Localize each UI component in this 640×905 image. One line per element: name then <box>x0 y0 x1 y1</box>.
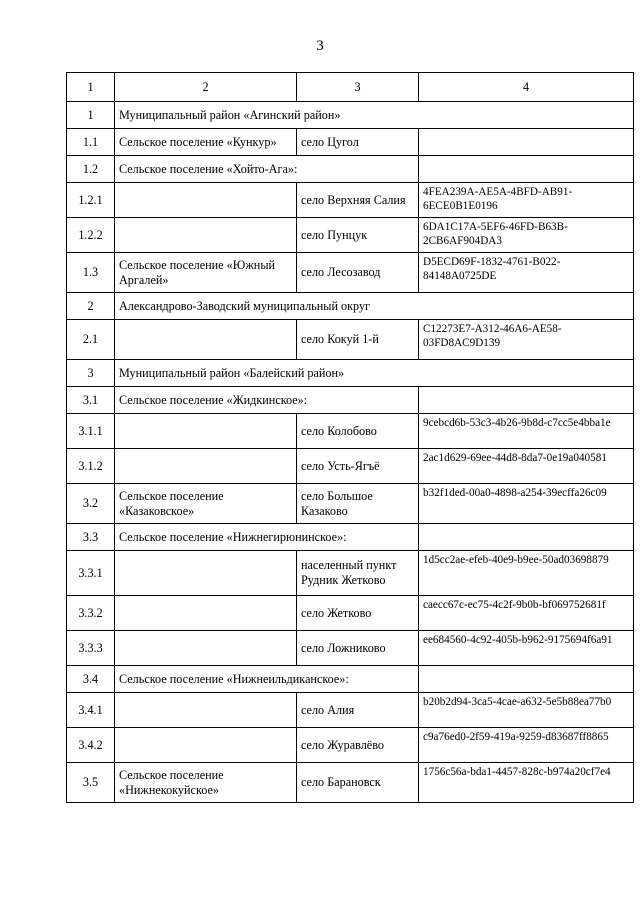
table-row <box>67 102 634 129</box>
header-col-1: 1 <box>67 73 115 102</box>
table-row <box>67 666 634 693</box>
locality-name: село Колобово <box>297 414 419 449</box>
section-title: Муниципальный район «Агинский район» <box>115 102 634 129</box>
row-number: 3.3.1 <box>67 551 115 596</box>
locality-name: село Ложниково <box>297 631 419 666</box>
locality-name: село Кокуй 1-й <box>297 320 419 360</box>
table-row <box>67 693 634 728</box>
locality-name: село Журавлёво <box>297 728 419 763</box>
row-number: 3.3.2 <box>67 596 115 631</box>
guid-cell: D5ECD69F-1832-4761-B022-84148A0725DE <box>419 253 634 293</box>
row-number: 2.1 <box>67 320 115 360</box>
table-row <box>67 763 634 803</box>
locality-name: село Жетково <box>297 596 419 631</box>
row-number: 2 <box>67 293 115 320</box>
locality-name: село Большое Казаково <box>297 484 419 524</box>
table-row <box>67 551 634 596</box>
settlement-name <box>115 449 297 484</box>
table-row <box>67 524 634 551</box>
table-row <box>67 414 634 449</box>
table-row <box>67 631 634 666</box>
settlement-name <box>115 551 297 596</box>
settlement-name: Сельское поселение «Нижнекокуйское» <box>115 763 297 803</box>
table-row <box>67 728 634 763</box>
locality-name: село Пунцук <box>297 218 419 253</box>
guid-cell <box>419 524 634 551</box>
locality-name: село Барановск <box>297 763 419 803</box>
header-col-3: 3 <box>297 73 419 102</box>
settlement-name: Сельское поселение «Казаковское» <box>115 484 297 524</box>
row-number: 1.2.1 <box>67 183 115 218</box>
section-title: Муниципальный район «Балейский район» <box>115 360 634 387</box>
row-number: 3.2 <box>67 484 115 524</box>
table-row <box>67 484 634 524</box>
settlement-name <box>115 183 297 218</box>
guid-cell <box>419 666 634 693</box>
guid-cell <box>419 129 634 156</box>
table-row <box>67 183 634 218</box>
settlement-name <box>115 320 297 360</box>
section-title: Александрово-Заводский муниципальный округ <box>115 293 634 320</box>
header-col-4: 4 <box>419 73 634 102</box>
table-row <box>67 596 634 631</box>
locality-name: село Лесозавод <box>297 253 419 293</box>
row-number: 3.4.2 <box>67 728 115 763</box>
page-number: 3 <box>316 38 324 54</box>
row-number: 1.2 <box>67 156 115 183</box>
table-row <box>67 320 634 360</box>
table-row <box>67 156 634 183</box>
row-number: 1.1 <box>67 129 115 156</box>
guid-cell <box>419 156 634 183</box>
row-number: 3.4.1 <box>67 693 115 728</box>
settlement-name: Сельское поселение «Южный Аргалей» <box>115 253 297 293</box>
settlement-name: Сельское поселение «Жидкинское»: <box>115 387 419 414</box>
settlement-name <box>115 218 297 253</box>
row-number: 3.1.1 <box>67 414 115 449</box>
guid-cell <box>419 387 634 414</box>
guid-cell: 1756c56a-bda1-4457-828c-b974a20cf7e4 <box>419 763 634 803</box>
table-row <box>67 129 634 156</box>
guid-cell: 1d5cc2ae-efeb-40e9-b9ee-50ad03698879 <box>419 551 634 596</box>
settlement-name: Сельское поселение «Кункур» <box>115 129 297 156</box>
table-row <box>67 360 634 387</box>
row-number: 3.4 <box>67 666 115 693</box>
table-row <box>67 449 634 484</box>
header-col-2: 2 <box>115 73 297 102</box>
table-row <box>67 293 634 320</box>
guid-cell: ee684560-4c92-405b-b962-9175694f6a91 <box>419 631 634 666</box>
locality-name: село Верхняя Салия <box>297 183 419 218</box>
row-number: 3.3 <box>67 524 115 551</box>
guid-cell: 9cebcd6b-53c3-4b26-9b8d-c7cc5e4bba1e <box>419 414 634 449</box>
locality-name: село Алия <box>297 693 419 728</box>
table-row <box>67 253 634 293</box>
settlement-name <box>115 693 297 728</box>
row-number: 3.1.2 <box>67 449 115 484</box>
locality-name: село Усть-Ягъё <box>297 449 419 484</box>
row-number: 3.5 <box>67 763 115 803</box>
row-number: 1.2.2 <box>67 218 115 253</box>
table-header-row <box>67 73 634 102</box>
settlement-name <box>115 414 297 449</box>
settlement-name: Сельское поселение «Нижнегирюнинское»: <box>115 524 419 551</box>
guid-cell: C12273E7-A312-46A6-AE58-03FD8AC9D139 <box>419 320 634 360</box>
guid-cell: 6DA1C17A-5EF6-46FD-B63B-2CB6AF904DA3 <box>419 218 634 253</box>
settlement-name <box>115 596 297 631</box>
row-number: 3 <box>67 360 115 387</box>
guid-cell: caecc67c-ec75-4c2f-9b0b-bf069752681f <box>419 596 634 631</box>
guid-cell: c9a76ed0-2f59-419a-9259-d83687ff8865 <box>419 728 634 763</box>
table-row <box>67 218 634 253</box>
settlements-table <box>66 72 634 803</box>
row-number: 1 <box>67 102 115 129</box>
settlement-name <box>115 631 297 666</box>
row-number: 3.3.3 <box>67 631 115 666</box>
guid-cell: 2ac1d629-69ee-44d8-8da7-0e19a040581 <box>419 449 634 484</box>
locality-name: населенный пункт Рудник Жетково <box>297 551 419 596</box>
guid-cell: b20b2d94-3ca5-4cae-a632-5e5b88ea77b0 <box>419 693 634 728</box>
settlement-name: Сельское поселение «Хойто-Ага»: <box>115 156 419 183</box>
row-number: 1.3 <box>67 253 115 293</box>
row-number: 3.1 <box>67 387 115 414</box>
table-row <box>67 387 634 414</box>
settlement-name <box>115 728 297 763</box>
locality-name: село Цугол <box>297 129 419 156</box>
settlement-name: Сельское поселение «Нижнеильдиканское»: <box>115 666 419 693</box>
guid-cell: 4FEA239A-AE5A-4BFD-AB91-6ECE0B1E0196 <box>419 183 634 218</box>
guid-cell: b32f1ded-00a0-4898-a254-39ecffa26c09 <box>419 484 634 524</box>
